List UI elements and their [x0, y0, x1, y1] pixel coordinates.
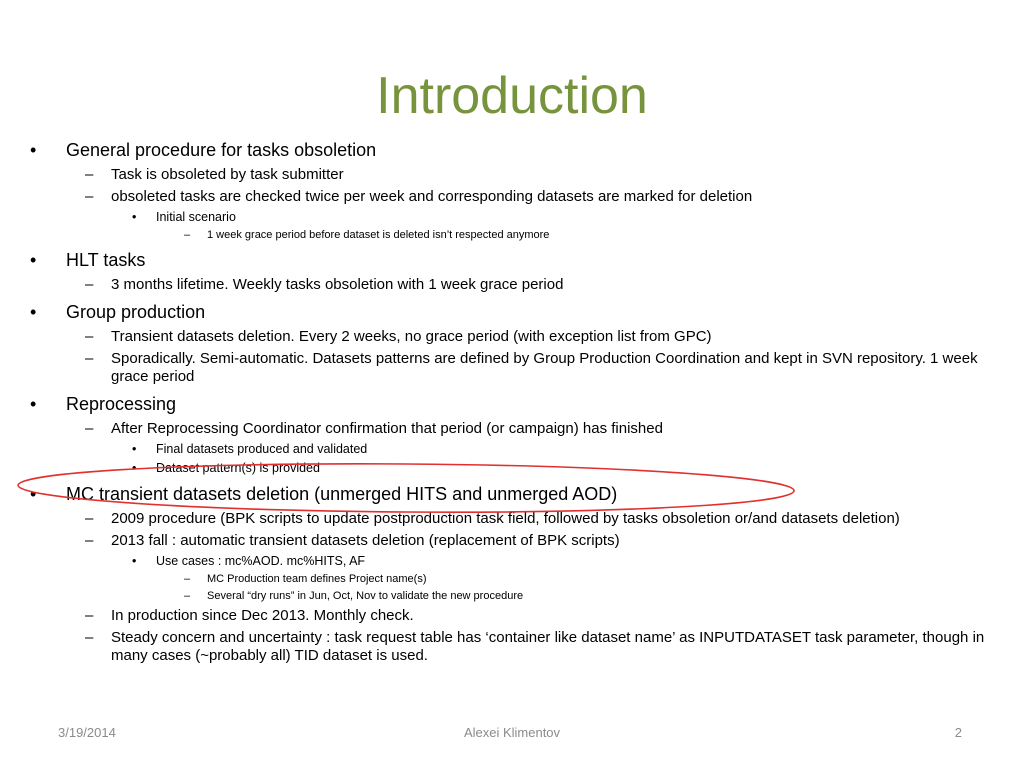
dash-marker: – [184, 573, 191, 585]
footer-page-number: 2 [954, 725, 962, 740]
sub-bullet [0, 532, 1000, 550]
bullet-text: General procedure for tasks obsoletion [66, 140, 377, 160]
level4-bullet [0, 228, 1000, 242]
dash-marker: – [184, 229, 191, 241]
dash-marker: – [85, 166, 94, 183]
bullet-general-procedure [0, 138, 1000, 162]
bullet-marker: • [30, 394, 37, 414]
bullet-marker: • [132, 554, 137, 568]
sub-bullet [0, 629, 1000, 665]
level4-bullet-text: Several “dry runs” in Jun, Oct, Nov to validate the new procedure [207, 590, 524, 602]
dash-marker: – [184, 590, 191, 602]
dash-marker: – [85, 532, 94, 549]
sub-bullet-text: 2009 procedure (BPK scripts to update postproduction task field, followed by tasks obsoletion or/and datasets deletion) [111, 510, 900, 527]
level4-bullet-text: 1 week grace period before dataset is deleted isn’t respected anymore [207, 229, 550, 241]
bullet-marker: • [132, 442, 137, 456]
sub-sub-bullet [0, 209, 1000, 225]
sub-bullet-text: 2013 fall : automatic transient datasets deletion (replacement of BPK scripts) [111, 532, 620, 549]
sub-bullet [0, 350, 1000, 386]
sub-bullet [0, 166, 1000, 184]
bullet-reprocessing [0, 392, 1000, 416]
bullet-marker: • [132, 461, 137, 475]
sub-bullet-text: obsoleted tasks are checked twice per week and corresponding datasets are marked for deletion [111, 188, 753, 205]
level4-bullet-text: MC Production team defines Project name(s) [207, 573, 427, 585]
sub-sub-bullet-text: Dataset pattern(s) is provided [156, 461, 320, 475]
sub-bullet [0, 276, 1000, 294]
sub-bullet [0, 328, 1000, 346]
bullet-marker: • [30, 250, 37, 270]
slide-title: Introduction [376, 67, 648, 125]
sub-bullet [0, 510, 1000, 528]
bullet-marker: • [30, 140, 37, 160]
sub-bullet [0, 607, 1000, 625]
sub-bullet-text: Steady concern and uncertainty : task request table has ‘container like dataset name’ as INPUTDATASET task parameter, though in many cases (~probably all) TID dataset is used. [111, 629, 985, 664]
sub-sub-bullet [0, 441, 1000, 457]
dash-marker: – [85, 629, 94, 646]
sub-bullet-text: Transient datasets deletion. Every 2 weeks, no grace period (with exception list from GPC) [111, 328, 712, 345]
bullet-list [0, 138, 1000, 665]
dash-marker: – [85, 188, 94, 205]
bullet-text: Group production [66, 302, 206, 322]
level4-bullet [0, 589, 1000, 603]
bullet-hlt-tasks [0, 248, 1000, 272]
dash-marker: – [85, 510, 94, 527]
dash-marker: – [85, 420, 94, 437]
bullet-marker: • [132, 210, 137, 224]
bullet-group-production [0, 300, 1000, 324]
dash-marker: – [85, 350, 94, 367]
footer-date: 3/19/2014 [58, 725, 116, 740]
sub-bullet-text: In production since Dec 2013. Monthly check. [111, 607, 414, 624]
sub-bullet-text: 3 months lifetime. Weekly tasks obsoletion with 1 week grace period [111, 276, 564, 293]
bullet-marker: • [30, 484, 37, 504]
dash-marker: – [85, 276, 94, 293]
bullet-text: MC transient datasets deletion (unmerged HITS and unmerged AOD) [66, 484, 618, 504]
sub-sub-bullet-text: Use cases : mc%AOD. mc%HITS, AF [156, 554, 366, 568]
dash-marker: – [85, 607, 94, 624]
bullet-text: Reprocessing [66, 394, 177, 414]
sub-sub-bullet [0, 553, 1000, 569]
sub-sub-bullet-text: Final datasets produced and validated [156, 442, 368, 456]
bullet-text: HLT tasks [66, 250, 146, 270]
sub-bullet-text: Sporadically. Semi-automatic. Datasets patterns are defined by Group Production Coordination and kept in SVN repository. 1 week grace period [111, 350, 978, 385]
bullet-mc-transient-deletion [0, 482, 1000, 506]
sub-bullet-text: After Reprocessing Coordinator confirmation that period (or campaign) has finished [111, 420, 663, 437]
bullet-marker: • [30, 302, 37, 322]
sub-sub-bullet [0, 460, 1000, 476]
sub-bullet-text: Task is obsoleted by task submitter [111, 166, 344, 183]
footer-author: Alexei Klimentov [463, 725, 561, 740]
level4-bullet [0, 572, 1000, 586]
sub-bullet [0, 420, 1000, 438]
dash-marker: – [85, 328, 94, 345]
sub-sub-bullet-text: Initial scenario [156, 210, 236, 224]
sub-bullet [0, 188, 1000, 206]
